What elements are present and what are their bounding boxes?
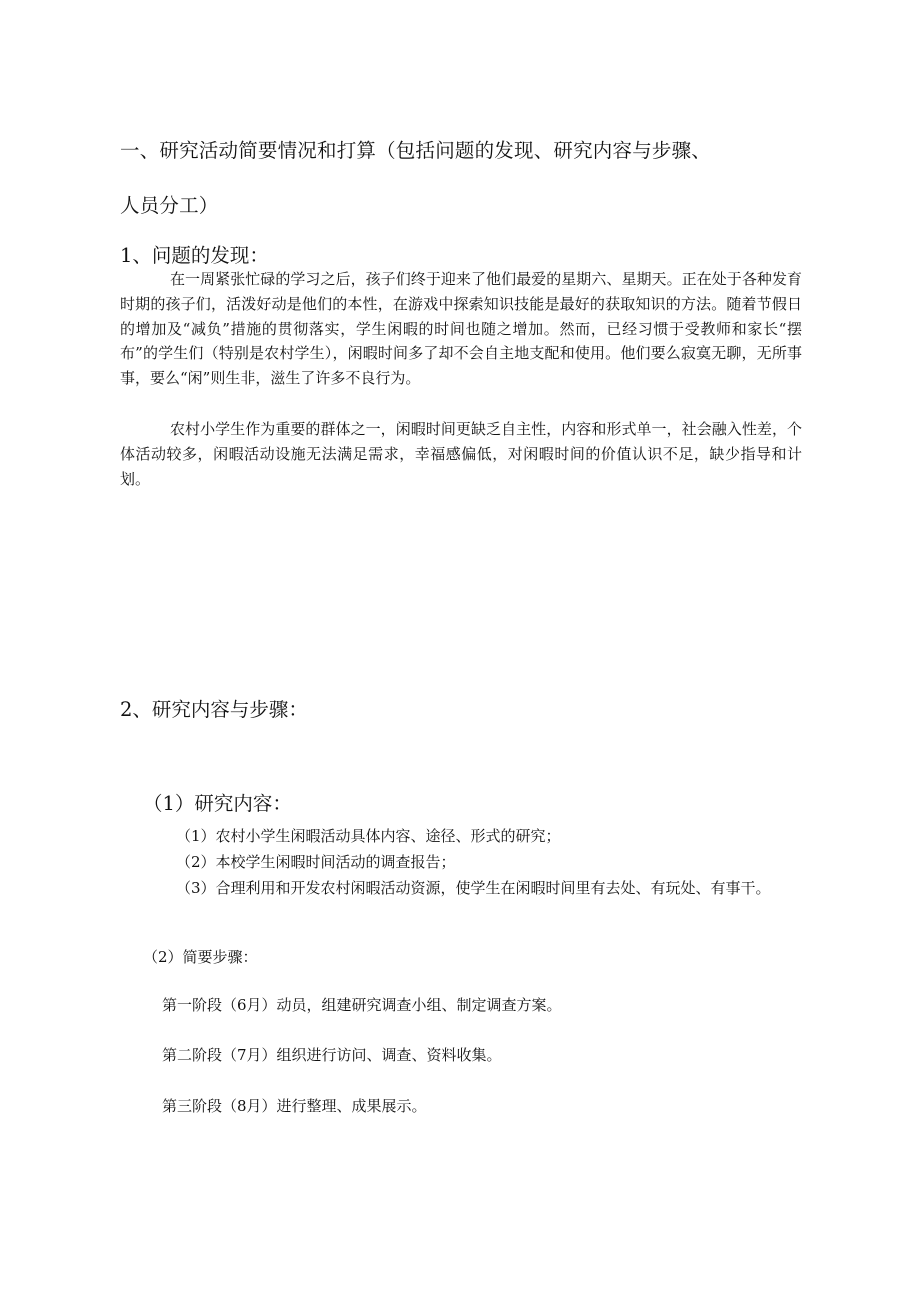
- research-content-item: （2）本校学生闲暇时间活动的调查报告；: [176, 853, 456, 871]
- phase-item: 第一阶段（6月）动员，组建研究调查小组、制定调查方案。: [162, 996, 562, 1014]
- main-heading-line-1: 一、研究活动简要情况和打算（包括问题的发现、研究内容与步骤、: [120, 139, 712, 162]
- main-heading-line-2: 人员分工）: [120, 194, 219, 217]
- section-1-paragraph-1: 在一周紧张忙碌的学习之后，孩子们终于迎来了他们最爱的星期六、星期天。正在处于各种发育时期的孩子们，活泼好动是他们的本性，在游戏中探索知识技能是最好的获取知识的方法。随着节假日的增加及“减负”措施的贯彻落实，学生闲暇的时间也随之增加。然而，已经习惯于受教师和家长“摆布”的学生们（特别是农村学生），闲暇时间多了却不会自主地支配和使用。他们要么寂寞无聊，无所事事，要么“闲”则生非，滋生了许多不良行为。: [120, 270, 802, 388]
- section-1-title: 1、问题的发现：: [120, 244, 269, 267]
- phase-item: 第三阶段（8月）进行整理、成果展示。: [162, 1097, 427, 1115]
- research-content-item: （3）合理利用和开发农村闲暇活动资源，使学生在闲暇时间里有去处、有玩处、有事干。: [176, 879, 771, 897]
- section-1-paragraph-2: 农村小学生作为重要的群体之一，闲暇时间更缺乏自主性，内容和形式单一，社会融入性差，个体活动较多，闲暇活动设施无法满足需求，幸福感偏低，对闲暇时间的价值认识不足，缺少指导和计划。: [120, 420, 802, 488]
- research-content-heading: （1）研究内容：: [143, 792, 292, 815]
- research-content-item: （1）农村小学生闲暇活动具体内容、途径、形式的研究；: [176, 827, 561, 845]
- steps-heading: （2）简要步骤：: [143, 948, 258, 966]
- section-2-title: 2、研究内容与步骤：: [120, 698, 308, 721]
- phase-item: 第二阶段（7月）组织进行访问、调查、资料收集。: [162, 1046, 502, 1064]
